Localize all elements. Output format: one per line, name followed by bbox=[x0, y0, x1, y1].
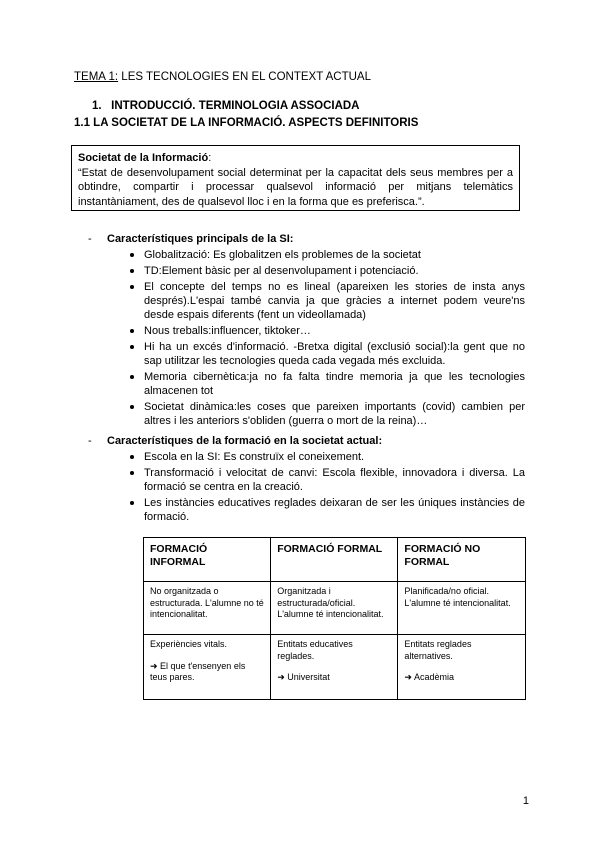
arrow-right-icon: ➜ bbox=[404, 672, 414, 682]
example-text: Acadèmia bbox=[413, 672, 454, 682]
list-item: Societat dinàmica:les coses que pareixen importants (covid) cambien per altres i les anteriors s'obliden (guerra o mort de la reina)… bbox=[144, 401, 525, 427]
definition-term-line bbox=[78, 151, 513, 166]
formacio-characteristics-list bbox=[144, 450, 525, 526]
definition-box bbox=[71, 145, 520, 211]
list-item: Memoria cibernètica:ja no fa falta tindre memoria ja que les tecnologies almacenen tot bbox=[144, 371, 525, 397]
definition-colon: : bbox=[208, 152, 212, 164]
formacio-table bbox=[143, 537, 526, 700]
page-number: 1 bbox=[522, 795, 529, 807]
definition-text: “Estat de desenvolupament social determinat per la capacitat dels seus membres per a obtindre, compartir i processar qualsevol informació per mitjans telemàtics instantàniament, des de qualsevol lloc i en la forma que es preferisca.”. bbox=[78, 166, 513, 208]
list-item: Escola en la SI: Es construïx el coneixement. bbox=[144, 450, 525, 464]
cell-text: Entitats educatives reglades. bbox=[277, 639, 353, 661]
cell-text: Entitats reglades alternatives. bbox=[404, 639, 472, 661]
table-cell bbox=[144, 635, 271, 700]
table-cell bbox=[398, 635, 526, 700]
table-cell: Planificada/no oficial. L'alumne té intencionalitat. bbox=[398, 582, 526, 635]
table-header: FORMACIÓ INFORMAL bbox=[144, 538, 271, 582]
table-cell bbox=[271, 635, 398, 700]
title-label: TEMA 1: bbox=[74, 71, 119, 83]
list-item: Les instàncies educatives reglades deixaran de ser les úniques instàncies de formació. bbox=[144, 497, 525, 523]
cell-example bbox=[150, 661, 264, 684]
list-item: Hi ha un excés d'informació. -Bretxa digital (exclusió social):la gent que no sap utilitzar les tecnologies queda cada vegada més excluida. bbox=[144, 341, 525, 367]
table-cell: No organitzada o estructurada. L'alumne no té intencionalitat. bbox=[144, 582, 271, 635]
list-item: Nous treballs:influencer, tiktoker… bbox=[144, 324, 525, 338]
cell-text: Experiències vitals. bbox=[150, 639, 228, 649]
cell-example bbox=[404, 672, 519, 684]
heading-introduction: 1. INTRODUCCIÓ. TERMINOLOGIA ASSOCIADA bbox=[92, 100, 360, 112]
list-item: El concepte del temps no es lineal (apareixen les stories de insta anys després).L'espai també canvia ja que gràcies a internet podem veure'ns desde espais diferents (fent un videollamada) bbox=[144, 281, 525, 321]
section-heading-formacio bbox=[88, 435, 382, 447]
definition-term: Societat de la Informació bbox=[78, 152, 209, 164]
table-header: FORMACIÓ NO FORMAL bbox=[398, 538, 526, 582]
arrow-right-icon: ➜ bbox=[277, 672, 288, 682]
title-text: LES TECNOLOGIES EN EL CONTEXT ACTUAL bbox=[118, 71, 371, 83]
document-title bbox=[74, 71, 371, 83]
section-heading-text: Característiques de la formació en la societat actual: bbox=[107, 435, 383, 447]
section-heading-text: Característiques principals de la SI: bbox=[107, 233, 294, 245]
example-text: Universitat bbox=[287, 672, 330, 682]
table-header: FORMACIÓ FORMAL bbox=[271, 538, 398, 582]
section-dash: - bbox=[88, 233, 92, 245]
list-item: TD:Element bàsic per al desenvolupament i potenciació. bbox=[144, 264, 525, 278]
heading-information-society: 1.1 LA SOCIETAT DE LA INFORMACIÓ. ASPECTS DEFINITORIS bbox=[74, 117, 419, 129]
si-characteristics-list bbox=[144, 248, 525, 430]
list-item: Globalització: Es globalitzen els problemes de la societat bbox=[144, 248, 525, 262]
arrow-right-icon: ➜ bbox=[150, 660, 161, 671]
cell-example bbox=[277, 672, 391, 684]
example-text: El que t'ensenyen els teus pares. bbox=[150, 660, 246, 682]
table-cell: Organitzada i estructurada/oficial. L'alumne té intencionalitat. bbox=[271, 582, 398, 635]
section-heading-si bbox=[88, 233, 293, 245]
section-dash: - bbox=[88, 435, 92, 447]
list-item: Transformació i velocitat de canvi: Escola flexible, innovadora i diversa. La formació se centra en la creació. bbox=[144, 467, 525, 493]
